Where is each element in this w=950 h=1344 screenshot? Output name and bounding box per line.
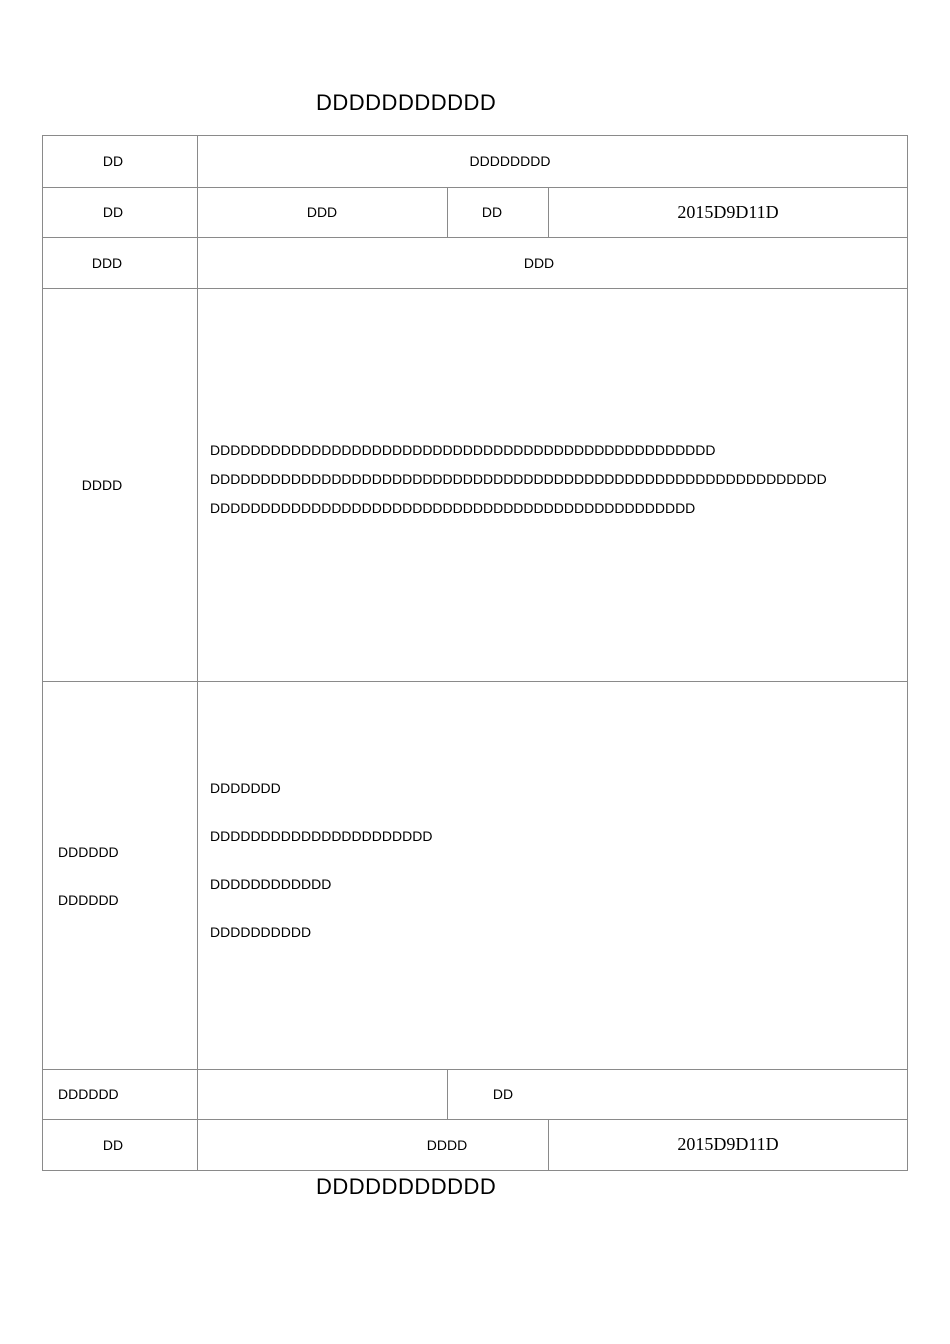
row6-label: DDDDDD bbox=[58, 1086, 119, 1102]
row2-value: DDD bbox=[306, 204, 338, 220]
form-table bbox=[42, 135, 908, 1171]
table-rule bbox=[42, 288, 908, 289]
row1-value: DDDDDDDD bbox=[469, 153, 551, 169]
list-item: DDDDDDDDDD bbox=[210, 924, 312, 940]
row2-label2: DD bbox=[481, 204, 503, 220]
row5-label-line: DDDDDD bbox=[58, 892, 119, 908]
list-item: DDDDDDD bbox=[210, 780, 281, 796]
row7-date: 2015D9D11D bbox=[677, 1134, 779, 1154]
row2-date: 2015D9D11D bbox=[677, 201, 779, 222]
table-border-bottom bbox=[42, 1170, 908, 1171]
list-item: DDDDDDDDDDDDDDDDDDDDDD bbox=[210, 828, 433, 844]
row5-label-line: DDDDDD bbox=[58, 844, 119, 860]
row4-label: DDDD bbox=[81, 476, 123, 493]
table-rule bbox=[42, 681, 908, 682]
row5-label bbox=[58, 828, 119, 924]
list-item: DDDDDDDDDDDD bbox=[210, 876, 332, 892]
row3-label: DDD bbox=[91, 254, 123, 271]
row2-label: DD bbox=[102, 204, 124, 220]
table-column-divider bbox=[197, 135, 198, 1171]
content-line: DDDDDDDDDDDDDDDDDDDDDDDDDDDDDDDDDDDDDDDDDDDDDDDDDD bbox=[210, 442, 716, 458]
row5-items bbox=[210, 764, 432, 956]
table-border-right bbox=[907, 135, 908, 1171]
row4-content bbox=[210, 436, 827, 523]
row6-value bbox=[197, 1069, 447, 1119]
content-line: DDDDDDDDDDDDDDDDDDDDDDDDDDDDDDDDDDDDDDDDDDDDDDDDDDDDDDDDDDDDD bbox=[210, 471, 827, 487]
row7-value: DDDD bbox=[426, 1136, 468, 1153]
content-line: DDDDDDDDDDDDDDDDDDDDDDDDDDDDDDDDDDDDDDDDDDDDDDDD bbox=[210, 500, 696, 516]
footer-title: DDDDDDDDDDD bbox=[316, 1174, 497, 1199]
document-title: DDDDDDDDDDD bbox=[316, 90, 497, 115]
row6-label2: DD bbox=[492, 1086, 514, 1102]
row7-label: DD bbox=[102, 1136, 124, 1153]
row3-value: DDD bbox=[523, 254, 555, 271]
row1-label: DD bbox=[102, 153, 124, 169]
